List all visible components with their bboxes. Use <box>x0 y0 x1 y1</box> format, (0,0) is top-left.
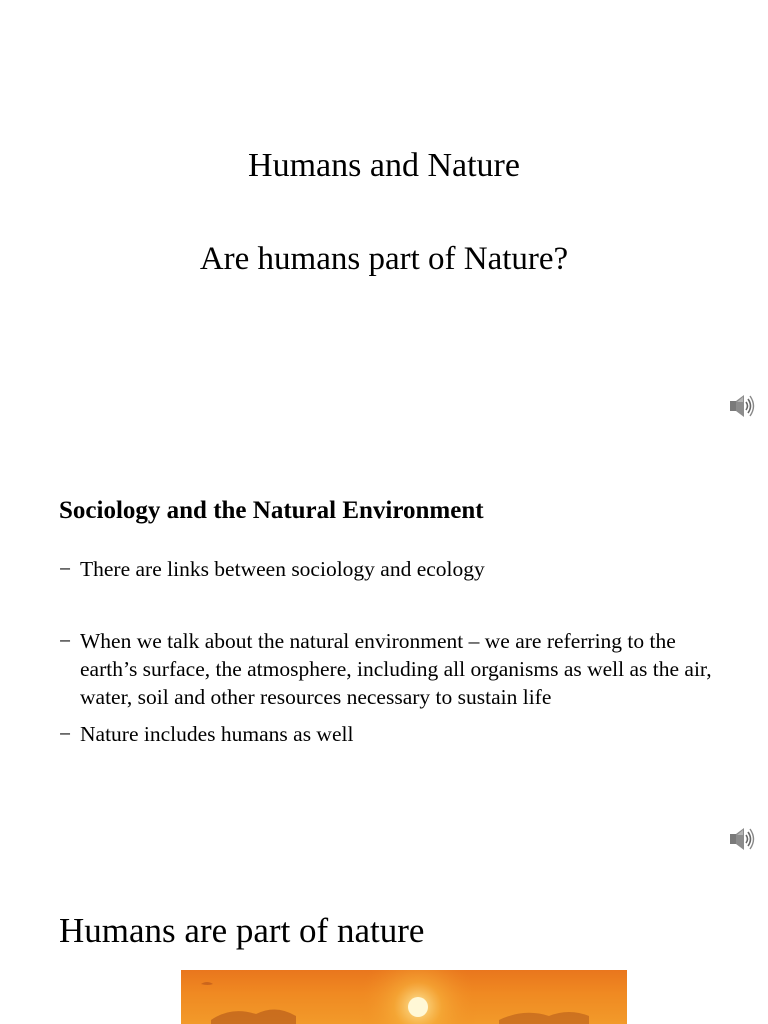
speaker-glyph <box>729 826 755 852</box>
section-heading: Sociology and the Natural Environment <box>59 497 484 524</box>
speaker-glyph <box>729 393 755 419</box>
list-item <box>59 555 719 583</box>
bullet-marker: − <box>59 629 72 653</box>
bullet-text: When we talk about the natural environment – we are referring to the earth’s surface, the atmosphere, including all organisms as well as the air, water, soil and other resources necessary to sustain life <box>80 629 712 709</box>
list-item <box>59 720 719 748</box>
speaker-icon[interactable] <box>729 393 755 419</box>
sunset-photo <box>181 970 627 1024</box>
list-item <box>59 627 719 711</box>
bullet-marker: − <box>59 722 72 746</box>
bullet-marker: − <box>59 557 72 581</box>
speaker-icon[interactable] <box>729 826 755 852</box>
sun-icon <box>408 997 428 1017</box>
bullet-text: There are links between sociology and ecology <box>80 557 485 581</box>
sunset-illustration <box>181 970 627 1024</box>
bullet-text: Nature includes humans as well <box>80 722 354 746</box>
slide-subtitle: Are humans part of Nature? <box>199 241 569 277</box>
slide-title: Humans and Nature <box>248 147 520 184</box>
slide-title-humans-part-of-nature: Humans are part of nature <box>59 911 425 950</box>
